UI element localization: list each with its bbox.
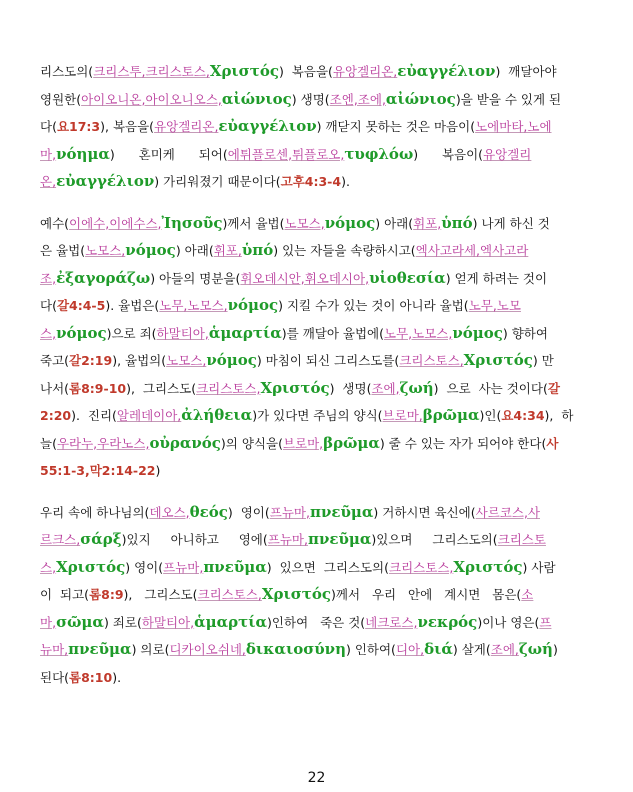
body-text: ) 생명( bbox=[291, 91, 330, 107]
text-line bbox=[40, 265, 593, 293]
body-text: ) 만 bbox=[532, 353, 554, 368]
transliteration: 마, bbox=[40, 146, 57, 162]
greek-word: Χριστός bbox=[209, 62, 279, 80]
body-text: 늘( bbox=[40, 435, 57, 451]
transliteration: 크리스토스, bbox=[197, 587, 262, 602]
body-text: 다( bbox=[40, 298, 57, 313]
transliteration: 유앙겔리온, bbox=[154, 119, 219, 134]
greek-word: πνεῦμα bbox=[307, 530, 372, 548]
transliteration: 노무,노모 bbox=[468, 298, 521, 313]
body-text: ) 있으면 그리스도의( bbox=[266, 559, 390, 575]
transliteration: 소 bbox=[521, 587, 534, 602]
greek-word: νόμος bbox=[125, 241, 176, 259]
transliteration: 사르코스,사 bbox=[475, 504, 540, 520]
text-line bbox=[40, 554, 593, 582]
body-text: 예수( bbox=[40, 215, 70, 231]
transliteration: 디아, bbox=[395, 642, 425, 657]
body-text: ), 하 bbox=[544, 408, 574, 423]
body-text: )께서 율법( bbox=[222, 215, 285, 231]
transliteration: 이에수,이에수스, bbox=[69, 215, 162, 231]
greek-word: νόμος bbox=[56, 323, 107, 342]
greek-word: εὐαγγέλιον bbox=[218, 117, 317, 135]
text-line bbox=[40, 320, 593, 348]
greek-word: ἁμαρτία bbox=[194, 612, 268, 631]
transliteration: 조에, bbox=[371, 380, 400, 396]
greek-word: σάρξ bbox=[80, 530, 122, 548]
greek-word: ζωή bbox=[399, 378, 434, 397]
scripture-reference: 사 bbox=[546, 435, 559, 451]
transliteration: 조, bbox=[40, 270, 57, 286]
body-text: )있지 아니하고 영에( bbox=[121, 532, 268, 547]
scripture-reference: 요4:34 bbox=[501, 408, 545, 423]
body-text: ), 그리스도( bbox=[123, 587, 198, 602]
body-text: ) 거하시면 육신에( bbox=[373, 504, 476, 520]
body-text: )께서 우리 안에 계시면 몸은( bbox=[331, 587, 522, 602]
greek-word: διά bbox=[424, 640, 453, 658]
greek-word: οὐρανός bbox=[149, 433, 221, 452]
greek-word: βρῶμα bbox=[422, 406, 480, 424]
greek-word: Ἰησοῦς bbox=[161, 213, 223, 232]
transliteration: 브로마, bbox=[382, 408, 423, 423]
transliteration: 브로마, bbox=[282, 435, 324, 451]
transliteration: 휘포, bbox=[213, 243, 242, 258]
scripture-reference: 갈4:4-5 bbox=[56, 298, 106, 313]
text-line bbox=[40, 457, 593, 485]
transliteration: 크리스토 bbox=[497, 532, 546, 547]
transliteration: 하말티아, bbox=[156, 325, 209, 341]
text-line bbox=[40, 237, 593, 265]
greek-word: υἱοθεσία bbox=[369, 268, 446, 287]
greek-word: νόημα bbox=[56, 144, 110, 163]
body-text: ) 살게( bbox=[452, 642, 491, 657]
transliteration: 스, bbox=[40, 325, 57, 341]
body-text: ) 혼미케 되어( bbox=[109, 146, 228, 162]
body-text: ) 영이( bbox=[227, 504, 270, 520]
text-line bbox=[40, 402, 593, 430]
body-text: 된다( bbox=[40, 669, 70, 685]
body-text: 은 율법( bbox=[40, 243, 86, 258]
body-text: ) 아래( bbox=[175, 243, 214, 258]
body-text: )의 양식을( bbox=[220, 435, 283, 451]
greek-word: θεός bbox=[189, 502, 228, 521]
transliteration: 노무,노모스, bbox=[384, 325, 453, 341]
transliteration: 르크스, bbox=[40, 532, 81, 547]
body-text: )인하여 죽은 것( bbox=[267, 614, 366, 630]
transliteration: 프뉴마, bbox=[267, 532, 308, 547]
greek-word: ὑπό bbox=[241, 241, 274, 259]
text-line bbox=[40, 664, 593, 692]
greek-word: Χριστός bbox=[463, 351, 533, 369]
body-text: ) bbox=[155, 463, 161, 478]
transliteration: 스, bbox=[40, 559, 57, 575]
body-text: 이 되고( bbox=[40, 587, 90, 602]
transliteration: 프 bbox=[539, 614, 552, 630]
greek-word: νόμος bbox=[227, 296, 279, 314]
document-body bbox=[40, 58, 593, 705]
transliteration: 데오스, bbox=[149, 504, 190, 520]
body-text: ) 사람 bbox=[522, 559, 556, 575]
transliteration: 네크로스, bbox=[365, 614, 418, 630]
greek-word: Χριστός bbox=[261, 585, 332, 603]
text-line bbox=[40, 168, 593, 196]
body-text: ) 있는 자들을 속량하시고( bbox=[273, 243, 416, 258]
transliteration: 휘포, bbox=[413, 215, 442, 231]
paragraph bbox=[40, 210, 593, 485]
greek-word: αἰώνιος bbox=[221, 89, 292, 108]
transliteration: 에튀플로센,튀플로오, bbox=[227, 146, 345, 162]
scripture-reference: 롬8:9-10 bbox=[69, 380, 127, 396]
greek-word: Χριστός bbox=[56, 557, 126, 576]
greek-word: δικαιοσύνη bbox=[245, 640, 346, 658]
greek-word: νόμος bbox=[324, 213, 376, 232]
transliteration: 노모스, bbox=[166, 353, 207, 368]
transliteration: 아이오니온,아이오니오스, bbox=[81, 91, 222, 107]
body-text: ) 영이( bbox=[125, 559, 164, 575]
scripture-reference: 요17:3 bbox=[56, 119, 101, 134]
transliteration: 엑사고라세,엑사고라 bbox=[415, 243, 529, 258]
transliteration: 온, bbox=[40, 174, 57, 189]
paragraph bbox=[40, 58, 593, 196]
body-text: ) 아들의 명분을( bbox=[150, 270, 241, 286]
greek-word: εὐαγγέλιον bbox=[397, 62, 496, 80]
scripture-reference: 갈 bbox=[547, 380, 560, 396]
transliteration: 알레데이아, bbox=[116, 408, 182, 423]
greek-word: αἰώνιος bbox=[385, 89, 456, 108]
transliteration: 휘오데시안,휘오데시아, bbox=[240, 270, 370, 286]
text-line bbox=[40, 347, 593, 375]
body-text: ) 가리워졌기 때문이다( bbox=[154, 174, 281, 189]
body-text: 리스도의( bbox=[40, 64, 94, 79]
body-text: )으로 죄( bbox=[106, 325, 157, 341]
body-text: ), 율법의( bbox=[112, 353, 167, 368]
greek-word: ἀλήθεια bbox=[181, 406, 253, 424]
text-line bbox=[40, 113, 593, 141]
greek-word: ἁμαρτία bbox=[208, 323, 282, 342]
greek-word: πνεῦμα bbox=[68, 640, 132, 658]
body-text: 죽고( bbox=[40, 353, 70, 368]
body-text: ). 율법은( bbox=[105, 298, 160, 313]
greek-word: ἐξαγοράζω bbox=[56, 268, 151, 287]
transliteration: 유앙겔리온, bbox=[332, 64, 398, 79]
body-text: ) 줄 수 있는 자가 되어야 한다( bbox=[379, 435, 547, 451]
body-text: )이나 영은( bbox=[477, 614, 540, 630]
scripture-reference: 2:20 bbox=[40, 408, 72, 423]
paragraph bbox=[40, 499, 593, 692]
body-text: ) 지킬 수가 있는 것이 아니라 율법( bbox=[278, 298, 469, 313]
body-text: )인( bbox=[479, 408, 502, 423]
greek-word: σῶμα bbox=[56, 612, 104, 631]
scripture-reference: 55:1-3,막2:14-22 bbox=[40, 463, 156, 478]
body-text: 나서( bbox=[40, 380, 70, 396]
transliteration: 우라누,우라노스, bbox=[56, 435, 150, 451]
text-line bbox=[40, 430, 593, 458]
text-line bbox=[40, 210, 593, 238]
body-text: ) 깨닫지 못하는 것은 마음이( bbox=[316, 119, 476, 134]
body-text: )를 깨달아 율법에( bbox=[281, 325, 384, 341]
body-text: ) bbox=[552, 642, 558, 657]
transliteration: 노에마타,노에 bbox=[475, 119, 552, 134]
text-line bbox=[40, 375, 593, 403]
body-text: 영원한( bbox=[40, 91, 82, 107]
text-line bbox=[40, 636, 593, 664]
greek-word: ὑπό bbox=[441, 213, 473, 232]
greek-word: Χριστός bbox=[260, 378, 330, 397]
text-line bbox=[40, 499, 593, 527]
transliteration: 크리스토스, bbox=[399, 353, 464, 368]
transliteration: 유앙겔리 bbox=[483, 146, 532, 162]
transliteration: 프뉴마, bbox=[269, 504, 310, 520]
greek-word: νόμος bbox=[452, 323, 503, 342]
text-line bbox=[40, 58, 593, 86]
greek-word: βρῶμα bbox=[323, 433, 380, 452]
text-line bbox=[40, 292, 593, 320]
greek-word: πνεῦμα bbox=[203, 557, 267, 576]
transliteration: 노모스, bbox=[284, 215, 325, 231]
transliteration: 마, bbox=[40, 614, 57, 630]
body-text: 다( bbox=[40, 119, 57, 134]
transliteration: 조엔,조에, bbox=[329, 91, 386, 107]
transliteration: 크리스투,크리스토스, bbox=[93, 64, 210, 79]
body-text: ) 얻게 하려는 것이 bbox=[445, 270, 548, 286]
body-text: ). bbox=[112, 669, 122, 685]
body-text: ) 깨달아야 bbox=[495, 64, 557, 79]
scripture-reference: 고후4:3-4 bbox=[280, 174, 342, 189]
body-text: ) 의로( bbox=[131, 642, 170, 657]
transliteration: 뉴마, bbox=[40, 642, 69, 657]
body-text: ) 죄로( bbox=[103, 614, 142, 630]
transliteration: 노모스, bbox=[85, 243, 126, 258]
scripture-reference: 롬8:9 bbox=[89, 587, 124, 602]
greek-word: ζωή bbox=[518, 640, 553, 658]
body-text: 우리 속에 하나님의( bbox=[40, 504, 150, 520]
body-text: ) 생명( bbox=[329, 380, 372, 396]
body-text: ) 복음이( bbox=[413, 146, 484, 162]
greek-word: πνεῦμα bbox=[309, 502, 374, 521]
text-line bbox=[40, 86, 593, 114]
greek-word: τυφλόω bbox=[344, 144, 414, 163]
transliteration: 노무,노모스, bbox=[159, 298, 228, 313]
body-text: ) 인하여( bbox=[345, 642, 396, 657]
body-text: )가 있다면 주님의 양식( bbox=[252, 408, 383, 423]
text-line bbox=[40, 581, 593, 609]
transliteration: 하말티아, bbox=[141, 614, 195, 630]
transliteration: 크리스토스, bbox=[196, 380, 261, 396]
scripture-reference: 갈2:19 bbox=[69, 353, 113, 368]
body-text: ), 그리스도( bbox=[126, 380, 197, 396]
body-text: ) 향하여 bbox=[502, 325, 548, 341]
text-line bbox=[40, 609, 593, 637]
body-text: ), 복음을( bbox=[100, 119, 155, 134]
body-text: )을 받을 수 있게 된 bbox=[455, 91, 562, 107]
page-number: 22 bbox=[307, 770, 326, 786]
transliteration: 크리스토스, bbox=[389, 559, 454, 575]
body-text: ). 진리( bbox=[71, 408, 117, 423]
body-text: ) 복음을( bbox=[278, 64, 333, 79]
body-text: ) 마침이 되신 그리스도를( bbox=[256, 353, 400, 368]
greek-word: εὐαγγέλιον bbox=[56, 172, 155, 190]
greek-word: Χριστός bbox=[453, 557, 523, 576]
body-text: ) 으로 사는 것이다( bbox=[433, 380, 548, 396]
text-line bbox=[40, 141, 593, 169]
transliteration: 조에, bbox=[490, 642, 519, 657]
text-line bbox=[40, 526, 593, 554]
greek-word: νεκρός bbox=[417, 612, 478, 631]
transliteration: 디카이오쉬네, bbox=[169, 642, 246, 657]
transliteration: 프뉴마, bbox=[163, 559, 204, 575]
scripture-reference: 롬8:10 bbox=[69, 669, 113, 685]
body-text: )있으며 그리스도의( bbox=[371, 532, 498, 547]
greek-word: νόμος bbox=[206, 351, 257, 369]
body-text: ) 나게 하신 것 bbox=[472, 215, 550, 231]
body-text: ). bbox=[341, 174, 350, 189]
body-text: ) 아래( bbox=[375, 215, 414, 231]
